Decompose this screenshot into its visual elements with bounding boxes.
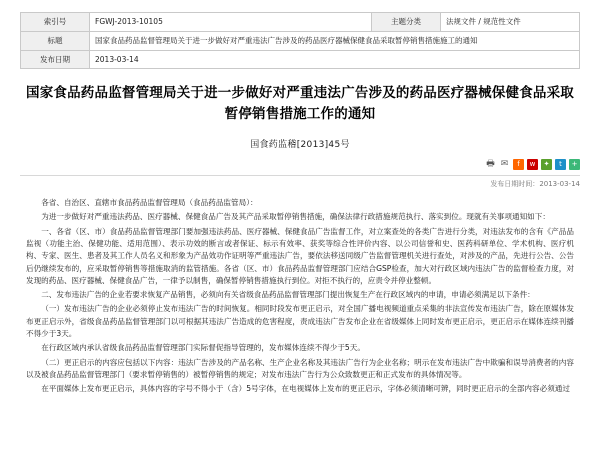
body-paragraph: 二、发布违法广告的企业若要求恢复产品销售，必须向有关省级食品药品监督管理部门提出恢复生产在行政区域内的申请，申请必须满足以下条件： xyxy=(41,290,535,300)
share-red-icon[interactable]: w xyxy=(527,159,538,170)
publish-date-label: 发布日期时间： xyxy=(490,180,540,189)
meta-value-title: 国家食品药品监督管理局关于进一步做好对严重违法广告涉及的药品医疗器械保健食品采取暂停销售措施施工的通知 xyxy=(90,31,580,50)
body-paragraph: 在平面媒体上发布更正启示，具体内容的字号不得小于（含）5号字体，在电视媒体上发布的更正启示，字体必须清晰可辨，同时更正启示的全部内容必须通过 xyxy=(41,384,570,394)
body-paragraph: 各省、自治区、直辖市食品药品监督管理局（食品药品监管局）： xyxy=(41,198,258,208)
document-meta-table xyxy=(20,12,580,69)
body-paragraph: （一）发布违法广告的企业必须停止发布违法广告的时间恢复。相同时段发布更正启示，对全国广播电视频道重点采集的非法宣传发布违法广告，除在原媒体发布更正启示外，省级食品药品监督管理部门以可根据其违法广告造成的危害程度，责成违法广告发布企业在省级媒体上同时发布更正启示，更正启示在媒体连续刊播不得少于3天。 xyxy=(26,304,574,339)
share-orange-icon[interactable]: f xyxy=(513,159,524,170)
table-row xyxy=(21,50,580,69)
body-paragraph: 在行政区域内承认省级食品药品监督管理部门实际督促指导管理的，发布媒体连续不得少于5天。 xyxy=(41,343,365,353)
meta-label-title: 标题 xyxy=(21,31,90,50)
meta-label-category: 主题分类 xyxy=(372,13,441,32)
share-green-icon[interactable]: ✦ xyxy=(541,159,552,170)
meta-value-index: FGWJ-2013-10105 xyxy=(90,13,372,32)
meta-label-index: 索引号 xyxy=(21,13,90,32)
meta-label-date: 发布日期 xyxy=(21,50,90,69)
document-number: 国食药监稽[2013]45号 xyxy=(250,140,350,151)
share-toolbar[interactable] xyxy=(20,158,580,171)
document-title-block xyxy=(26,83,574,150)
publish-date-value: 2013-03-14 xyxy=(539,180,580,189)
document-body xyxy=(26,197,574,395)
header-divider xyxy=(20,175,580,176)
table-row xyxy=(21,31,580,50)
page-title: 国家食品药品监督管理局关于进一步做好对严重违法广告涉及的药品医疗器械保健食品采取暂停销售措施工作的通知 xyxy=(26,85,574,123)
body-paragraph: 为进一步做好对严重违法药品、医疗器械、保健食品广告及其产品采取暂停销售措施，确保法律行政措施规范执行、落实到位。现就有关事项通知如下： xyxy=(41,212,550,222)
publish-date-line xyxy=(20,179,580,189)
mail-icon[interactable]: ✉ xyxy=(500,159,509,170)
share-teal-icon[interactable]: + xyxy=(569,159,580,170)
body-paragraph: 一、各省（区、市）食品药品监督管理部门要加强违法药品、医疗器械、保健食品广告监督工作，对立案查处的各类广告进行分类，对违法发布的含有《产品品监视（功能主治、保健功能、适用范围）、表示功效的断言或者保证、标示有效率、获奖等综合性评价内容、以公司信誉和史、医药科研单位、学术机构、医疗机构、专家、医生、患者及其工作人员名义和形象为产品效功作证明等严重违法广告，要依法移送同级广告监督管理机关进行查处，对涉及的产品，先进行公告、公告后仍继续发布的，应采取暂停销售等措施取消的监管措施。各省（区、市）食品药品监督管理部门应结合GSP检查，加大对行政区域内违法广告的监督检查力度，对发现的药品、医疗器械、保健食品广告，一律予以制售，确保暂停销售措施执行到位。对拒不执行的，应责令并停业整顿。 xyxy=(26,226,574,285)
table-row xyxy=(21,13,580,32)
body-paragraph: （二）更正启示的内容应包括以下内容：违法广告涉及的产品名称、生产企业名称及其违法广告行为企业名称；明示在发布违法广告中欺骗和误导消费者的内容以及被食品药品监督管理部门（要求暂停销售的）被暂停销售的规定；对发布违法广告行为公众致数更正和正式发布的具体情况等。 xyxy=(26,357,574,379)
meta-value-date: 2013-03-14 xyxy=(90,50,580,69)
meta-value-category: 法规文件 / 规范性文件 xyxy=(441,13,580,32)
print-icon[interactable]: 🖶 xyxy=(486,159,495,170)
share-blue-icon[interactable]: t xyxy=(555,159,566,170)
